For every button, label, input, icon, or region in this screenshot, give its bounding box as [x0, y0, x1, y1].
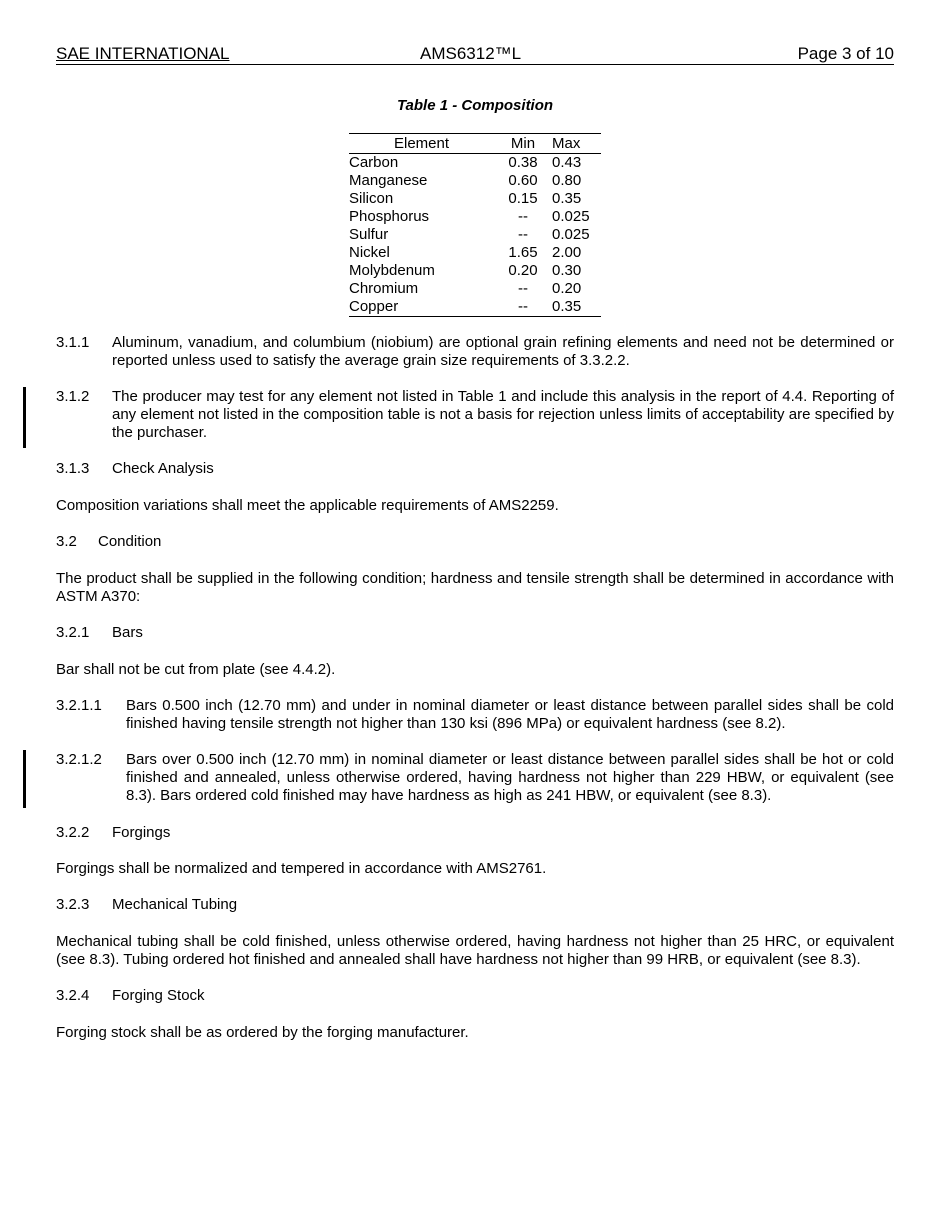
max-cell: 0.35	[552, 190, 582, 207]
page-header	[56, 44, 894, 65]
min-cell: --	[518, 208, 528, 225]
section-text: Bars over 0.500 inch (12.70 mm) in nominal diameter or least distance between parallel sides shall be hot or cold finished and annealed, unless otherwise ordered, having hardness not higher than 229 HBW, or equivalent (see 8.3). Bars ordered cold finished may have hardness as high as 241 HBW, or equivalent (see 8.3).	[126, 751, 894, 804]
column-header: Element	[393, 135, 450, 152]
section-body: The product shall be supplied in the following condition; hardness and tensile strength shall be determined in accordance with ASTM A370:	[56, 570, 894, 605]
max-cell: 0.025	[552, 226, 590, 243]
section-number: 3.2.1.2	[56, 751, 102, 768]
table-row	[349, 154, 601, 173]
section-number: 3.1.3	[56, 460, 90, 477]
element-cell: Phosphorus	[349, 208, 430, 225]
change-bar	[23, 750, 26, 808]
element-cell: Sulfur	[349, 226, 389, 243]
table-row	[349, 280, 601, 298]
section-title: Check Analysis	[112, 460, 214, 477]
composition-table	[349, 133, 601, 317]
header-page-number: Page 3 of 10	[797, 44, 894, 63]
max-cell: 0.30	[552, 262, 582, 279]
section-title: Mechanical Tubing	[112, 896, 238, 913]
table-row	[349, 244, 601, 262]
section-body: Forgings shall be normalized and tempered in accordance with AMS2761.	[56, 860, 547, 877]
column-header: Min	[510, 135, 536, 152]
section-body: Mechanical tubing shall be cold finished, unless otherwise ordered, having hardness not higher than 25 HRC, or equivalent (see 8.3). Tubing ordered hot finished and annealed shall have hardness not higher than 99 HRB, or equivalent (see 8.3).	[56, 933, 894, 968]
max-cell: 0.20	[552, 280, 582, 297]
section-title: Condition	[98, 533, 162, 550]
table-row	[349, 172, 601, 190]
table-header-row	[349, 134, 601, 154]
section-body: Composition variations shall meet the applicable requirements of AMS2259.	[56, 497, 559, 514]
section-text: Aluminum, vanadium, and columbium (niobium) are optional grain refining elements and need not be determined or reported unless used to satisfy the average grain size requirements of 3.3.2.2.	[112, 334, 894, 369]
section-title: Bars	[112, 624, 143, 641]
table-row	[349, 298, 601, 317]
section-title: Forgings	[112, 824, 171, 841]
max-cell: 0.43	[552, 154, 582, 171]
section-number: 3.1.1	[56, 334, 90, 351]
section-text: The producer may test for any element not listed in Table 1 and include this analysis in the report of 4.4. Reporting of any element not listed in the composition table is not a basis for rejection unless limits of acceptability are specified by the purchaser.	[112, 388, 894, 441]
section-number: 3.2.3	[56, 896, 90, 913]
header-doc-id: AMS6312™L	[420, 44, 522, 63]
section-number: 3.2.1.1	[56, 697, 102, 714]
column-header: Max	[552, 135, 581, 152]
section-title: Forging Stock	[112, 987, 205, 1004]
max-cell: 0.80	[552, 172, 582, 189]
element-cell: Copper	[349, 298, 399, 315]
element-cell: Carbon	[349, 154, 399, 171]
section-number: 3.1.2	[56, 388, 90, 405]
max-cell: 2.00	[552, 244, 582, 261]
min-cell: --	[518, 226, 528, 243]
table-title: Table 1 - Composition	[396, 97, 554, 114]
max-cell: 0.35	[552, 298, 582, 315]
element-cell: Manganese	[349, 172, 428, 189]
table-row	[349, 262, 601, 280]
min-cell: 0.20	[508, 262, 538, 279]
section-number: 3.2.1	[56, 624, 90, 641]
min-cell: 0.15	[508, 190, 538, 207]
min-cell: --	[518, 298, 528, 315]
section-number: 3.2	[56, 533, 77, 550]
section-body: Forging stock shall be as ordered by the forging manufacturer.	[56, 1024, 469, 1041]
section-text: Bars 0.500 inch (12.70 mm) and under in nominal diameter or least distance between parallel sides shall be cold finished having tensile strength not higher than 130 ksi (896 MPa) or equivalent hardness (see 8.2).	[126, 697, 894, 732]
table-row	[349, 208, 601, 226]
section-number: 3.2.4	[56, 987, 90, 1004]
element-cell: Chromium	[349, 280, 419, 297]
change-bar	[23, 387, 26, 448]
max-cell: 0.025	[552, 208, 590, 225]
min-cell: 0.60	[508, 172, 538, 189]
min-cell: 0.38	[508, 154, 538, 171]
min-cell: 1.65	[508, 244, 538, 261]
element-cell: Silicon	[349, 190, 394, 207]
table-row	[349, 226, 601, 244]
section-body: Bar shall not be cut from plate (see 4.4.2).	[56, 661, 336, 678]
element-cell: Nickel	[349, 244, 390, 261]
min-cell: --	[518, 280, 528, 297]
table-row	[349, 190, 601, 208]
element-cell: Molybdenum	[349, 262, 435, 279]
header-org: SAE INTERNATIONAL	[56, 44, 230, 63]
section-number: 3.2.2	[56, 824, 90, 841]
